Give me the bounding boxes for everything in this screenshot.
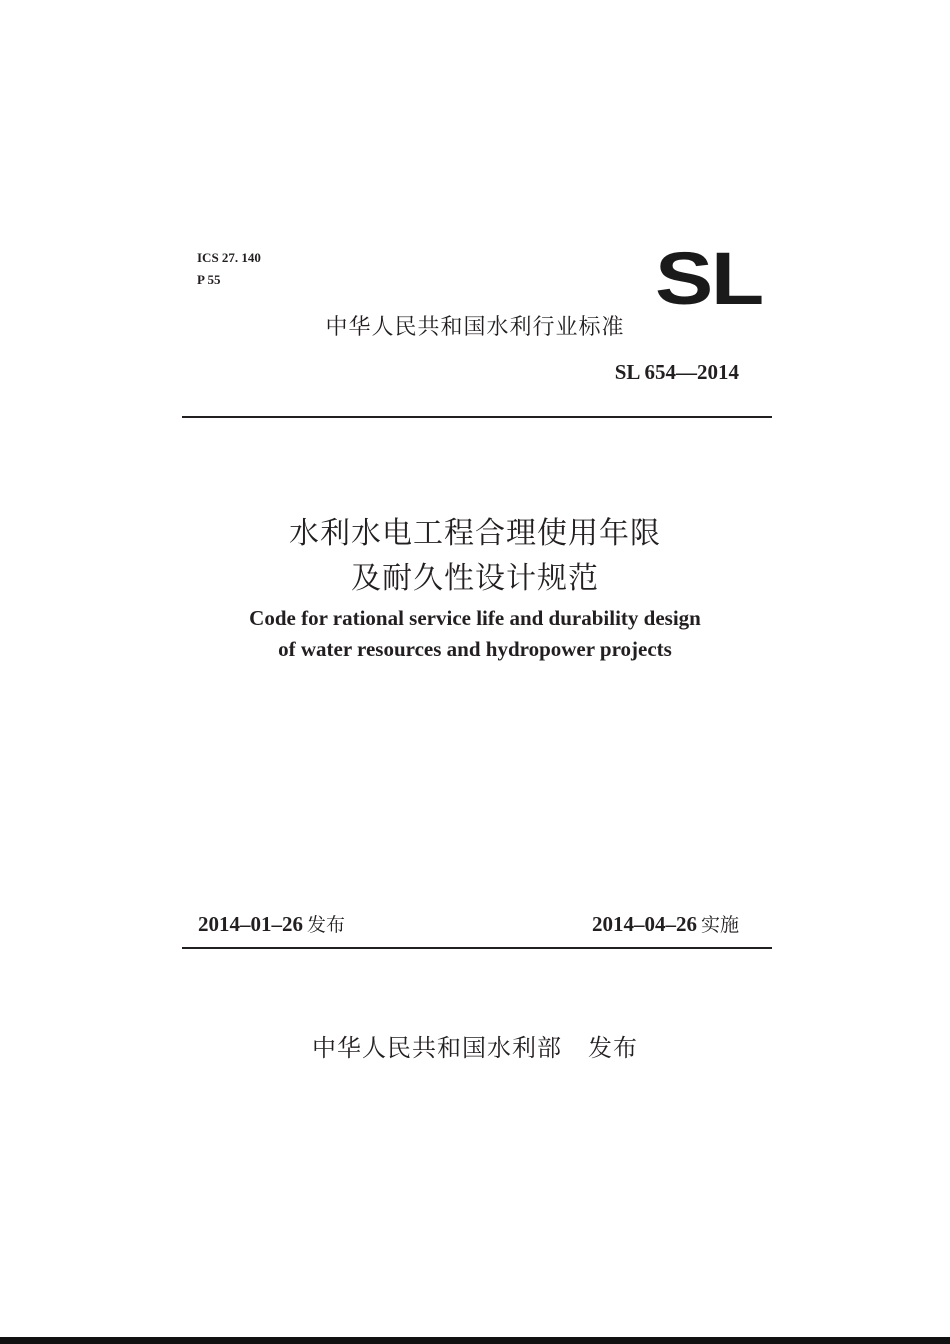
implement-date-block <box>592 910 739 937</box>
implement-label: 实施 <box>700 914 739 936</box>
standard-category: 中华人民共和国水利行业标准 <box>325 315 625 340</box>
sl-logo: SL <box>655 237 762 320</box>
classification-code: P 55 <box>197 272 221 287</box>
ics-code: ICS 27. 140 <box>197 250 261 265</box>
ics-code-block <box>197 247 261 291</box>
header-divider <box>182 416 772 418</box>
issue-label: 发布 <box>307 914 346 936</box>
title-cn-line2: 及耐久性设计规范 <box>351 561 599 596</box>
bottom-edge-bar <box>0 1337 950 1344</box>
issue-date-block <box>198 910 345 937</box>
publisher-line <box>0 1028 950 1063</box>
standard-number: SL 654—2014 <box>614 360 739 384</box>
title-en-line2: of water resources and hydropower projects <box>278 637 672 661</box>
title-cn-line1: 水利水电工程合理使用年限 <box>289 516 661 551</box>
issue-date: 2014–01–26 <box>198 912 303 936</box>
implement-date: 2014–04–26 <box>591 912 697 936</box>
title-en-line1: Code for rational service life and durability design <box>249 606 701 630</box>
publisher-name: 中华人民共和国水利部 <box>312 1034 562 1062</box>
publisher-action: 发布 <box>588 1034 638 1062</box>
footer-divider <box>182 947 772 949</box>
